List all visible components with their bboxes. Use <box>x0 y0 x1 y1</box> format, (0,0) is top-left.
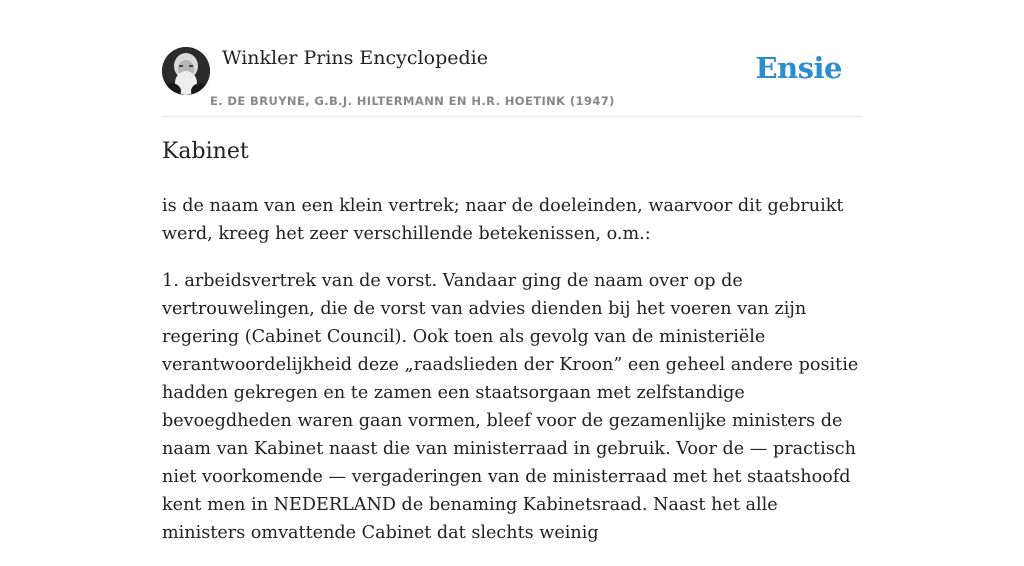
article-title: Kabinet <box>162 139 249 164</box>
avatar[interactable] <box>162 47 210 95</box>
article-paragraph: 1. arbeidsvertrek van de vorst. Vandaar ging de naam over op de vertrouwelingen, die de vorst van advies dienden bij het voeren van zijn regering (Cabinet Council). Ook toen als gevolg van de ministeriële verantwoordelijkheid deze „raadslieden der Kroon” een geheel andere positie hadden gekregen en te zamen een staatsorgaan met zelfstandige bevoegdheden waren gaan vormen, bleef voor de gezamenlijke ministers de naam van Kabinet naast die van ministerraad in gebruik. Voor de — practisch niet voorkomende — vergaderingen van de ministerraad met het staatshoofd kent men in NEDERLAND de benaming Kabinetsraad. Naast het alle ministers omvattende Cabinet dat slechts weinig <box>162 271 859 543</box>
ensie-logo-link[interactable]: Ensie <box>755 51 842 85</box>
page <box>162 0 862 543</box>
source-authors: E. DE BRUYNE, G.B.J. HILTERMANN EN H.R. HOETINK (1947) <box>210 94 615 108</box>
article-body <box>162 192 862 566</box>
source-title[interactable]: Winkler Prins Encyclopedie <box>222 47 488 69</box>
author-portrait-icon <box>162 47 210 95</box>
article-paragraph: is de naam van een klein vertrek; naar de doeleinden, waarvoor dit gebruikt werd, kreeg het zeer verschillende betekenissen, o.m.: <box>162 196 844 244</box>
source-header <box>162 0 862 117</box>
